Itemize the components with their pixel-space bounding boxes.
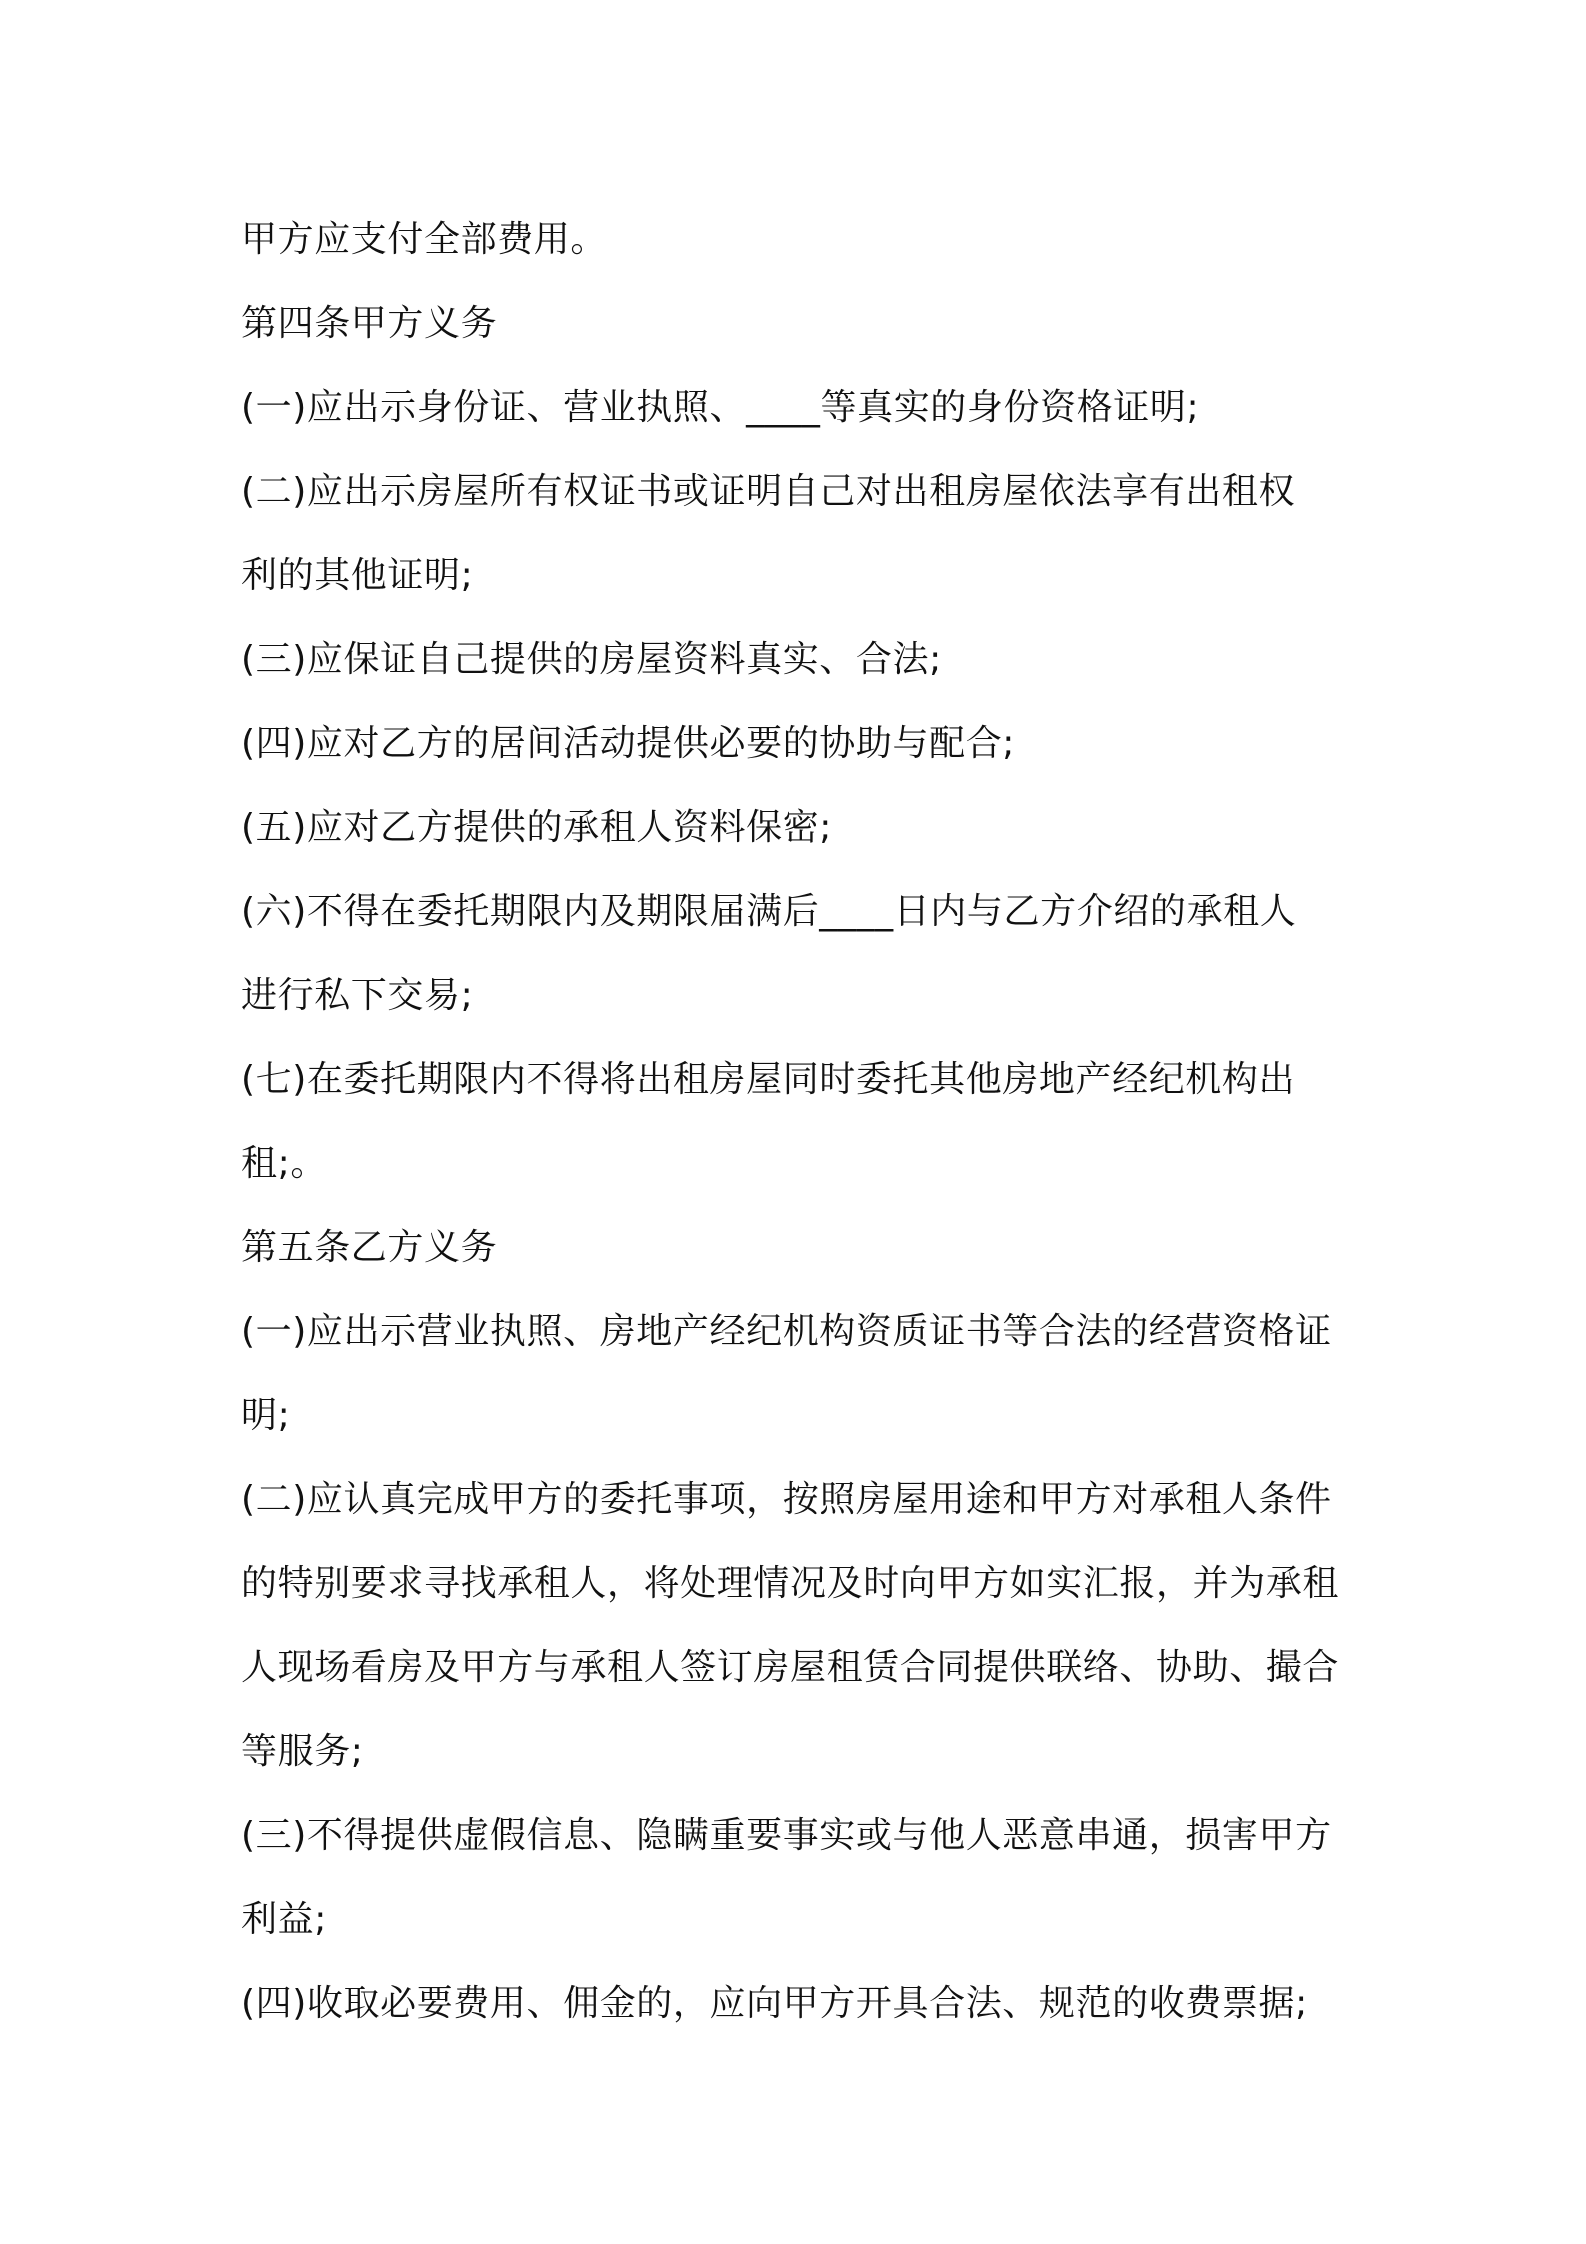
text-line: 明; bbox=[241, 1395, 291, 1436]
text-line: (三)应保证自己提供的房屋资料真实、合法; bbox=[241, 639, 942, 680]
text-line: (五)应对乙方提供的承租人资料保密; bbox=[241, 807, 833, 848]
text-line: (七)在委托期限内不得将出租房屋同时委托其他房地产经纪机构出 bbox=[241, 1059, 1296, 1100]
text-line: (一)应出示营业执照、房地产经纪机构资质证书等合法的经营资格证 bbox=[241, 1311, 1332, 1352]
text-line: 进行私下交易; bbox=[241, 975, 474, 1016]
text-line: 人现场看房及甲方与承租人签订房屋租赁合同提供联络、协助、撮合 bbox=[241, 1647, 1340, 1688]
text-line: 等服务; bbox=[241, 1731, 364, 1772]
section-heading: 第四条甲方义务 bbox=[241, 303, 498, 344]
text-line: (四)应对乙方的居间活动提供必要的协助与配合; bbox=[241, 723, 1016, 764]
text-line: (一)应出示身份证、营业执照、____等真实的身份资格证明; bbox=[241, 387, 1200, 428]
text-line: 甲方应支付全部费用。 bbox=[241, 219, 608, 260]
text-line: (六)不得在委托期限内及期限届满后____日内与乙方介绍的承租人 bbox=[241, 891, 1297, 932]
text-line: (二)应认真完成甲方的委托事项，按照房屋用途和甲方对承租人条件 bbox=[241, 1479, 1332, 1520]
text-line: (二)应出示房屋所有权证书或证明自己对出租房屋依法享有出租权 bbox=[241, 471, 1296, 512]
document-body bbox=[241, 198, 1361, 2046]
text-line: 利益; bbox=[241, 1899, 327, 1940]
text-line: 租;。 bbox=[241, 1143, 327, 1184]
text-line: (三)不得提供虚假信息、隐瞒重要事实或与他人恶意串通，损害甲方 bbox=[241, 1815, 1332, 1856]
text-line: 的特别要求寻找承租人，将处理情况及时向甲方如实汇报，并为承租 bbox=[241, 1563, 1340, 1604]
text-line: 利的其他证明; bbox=[241, 555, 474, 596]
section-heading: 第五条乙方义务 bbox=[241, 1227, 498, 1268]
text-line: (四)收取必要费用、佣金的，应向甲方开具合法、规范的收费票据; bbox=[241, 1983, 1308, 2024]
